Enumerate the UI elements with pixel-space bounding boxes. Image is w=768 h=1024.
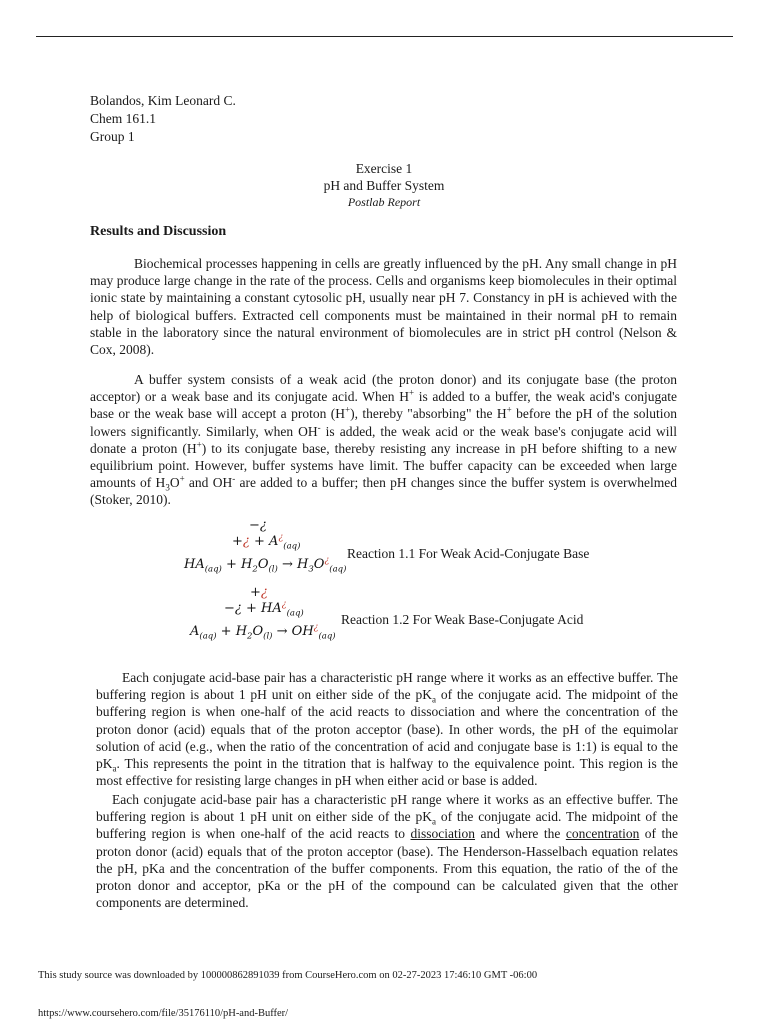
paragraph-conjugate-pair: Each conjugate acid-base pair has a characteristic pH range where it works as an effective buffer. The buffering region is about 1 pH unit on either side of the $pK_a$ of the conjugate acid. The midpoint of the buffering region is when one-half of the acid reacts to dissociation and where the concentration of the proton donor (acid) equals that of the proton acceptor (base). In other words, the pH of the equimolar solution of acid (e.g., when the ratio of the concentration of acid and conjugate base is 1:1) is equal to the $pK_a$. This represents the point in the titration that is halfway to the equivalence point. This region is the most effective for resisting large changes in pH when either acid or base is added. <box>96 670 679 789</box>
reaction-1-line-top: −¿ <box>249 518 267 533</box>
reaction-1-label: Reaction 1.1 For Weak Acid-Conjugate Base <box>347 546 590 561</box>
section-heading: Results and Discussion <box>90 224 227 239</box>
course-code: Chem 161.1 <box>90 111 156 126</box>
reaction-2-label: Reaction 1.2 For Weak Base-Conjugate Acid <box>341 612 584 627</box>
title-block <box>0 160 768 211</box>
topic-title: pH and Buffer System <box>323 178 445 193</box>
reaction-1-line-mid: +¿ + $A^¿_{(aq)}$ <box>232 532 301 552</box>
concentration-link[interactable]: concentration <box>565 826 640 842</box>
report-subtitle: Postlab Report <box>347 195 421 209</box>
paragraph-intro: Biochemical processes happening in cells are greatly influenced by the pH. Any small change in pH may produce large change in the rate of the process. Cells and organisms keep biomolecules in their optimal ionic state by maintaining a constant cytosolic pH, usually near pH 7. Constancy in pH is achieved with the help of biological buffers. Extracted cell components must be maintained in their normal pH to remain stable in the laboratory since the natural environment of biomolecules are in strict pH control (Nelson & Cox, 2008). <box>90 256 677 358</box>
paragraph-henderson: Each conjugate acid-base pair has a characteristic pH range where it works as an effective buffer. The buffering region is about 1 pH unit on either side of the $pK_a$ of the conjugate acid. The midpoint of the buffering region is when one-half of the acid reacts to dissociation and where the concentration of the proton donor (acid) equals that of the proton acceptor (base). The Henderson-Hasselbach equation relates the pH, pKa and the concentration of the buffer components. From this equation, the ratio of the of the proton donor and acceptor, pKa or the pH of the compound can be calculated given that the other components are determined. <box>96 792 679 911</box>
reaction-2-line-top: +¿ <box>250 585 268 600</box>
paragraph-buffer-system: A buffer system consists of a weak acid (the proton donor) and its conjugate base (the proton acceptor) or a weak base and its conjugate acid. When H+ is added to a buffer, the weak acid's conjugate base or the weak base will accept a proton (H+), thereby "absorbing" the H+ before the pH of the solution lowers significantly. Similarly, when OH- is added, the weak acid or the weak base's conjugate acid will donate a proton (H+) to its conjugate base, thereby resisting any increase in pH before shifting to a new equilibrium point. However, buffer systems have limit. The buffer capacity can be exceeded when large amounts of $H_3O^+$ and OH- are added to a buffer; then pH changes since the buffer system is overwhelmed (Stoker, 2010). <box>90 372 678 508</box>
dissociation-link[interactable]: dissociation <box>410 826 476 842</box>
reaction-2-equation: $A_{(aq)} + H_2O_{(l)} \to OH^¿_{(aq)}$ <box>190 622 336 642</box>
download-note: This study source was downloaded by 100000862891039 from CourseHero.com on 02-27-2023 17:46:10 GMT -06:00 <box>38 970 538 981</box>
author-block <box>90 92 236 146</box>
top-rule <box>36 36 733 37</box>
reaction-2-line-mid: −¿ + $HA^¿_{(aq)}$ <box>224 599 304 619</box>
group-label: Group 1 <box>90 129 135 144</box>
reaction-1-equation: $HA_{(aq)} + H_2O_{(l)} \to H_3O^¿_{(aq)}$ <box>184 555 347 575</box>
author-name: Bolandos, Kim Leonard C. <box>90 93 236 108</box>
source-url[interactable]: https://www.coursehero.com/file/35176110/pH-and-Buffer/ <box>38 1008 289 1019</box>
exercise-title: Exercise 1 <box>355 161 413 176</box>
